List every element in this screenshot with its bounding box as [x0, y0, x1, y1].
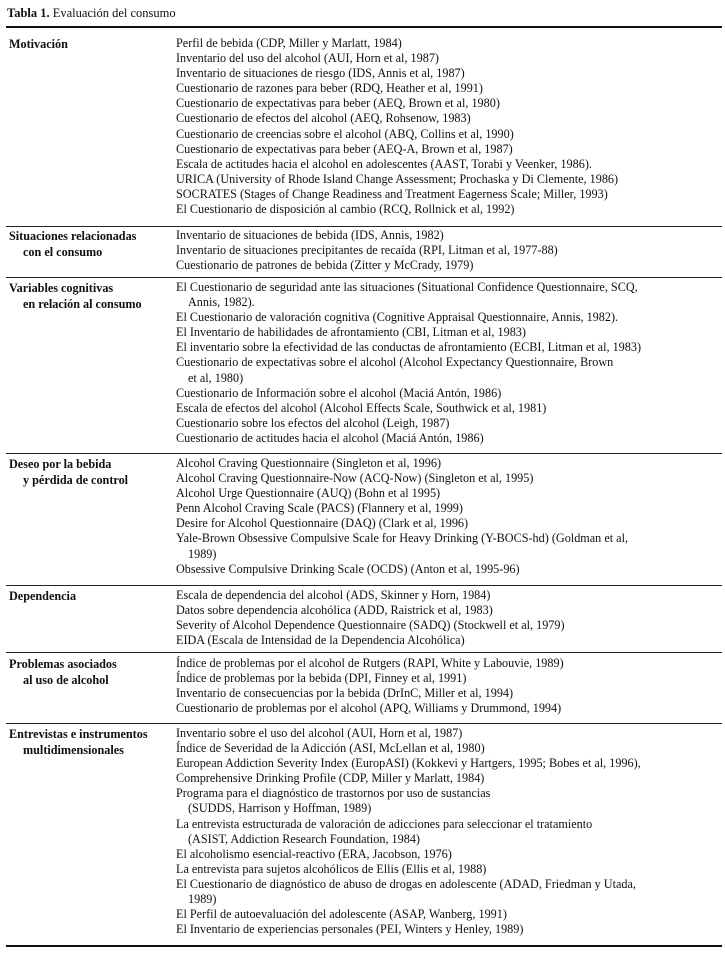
list-item-text: El Cuestionario de seguridad ante las situaciones (Situational Confidence Questionnaire, SCQ, — [176, 280, 638, 294]
list-item-text: El inventario sobre la efectividad de las conductas de afrontamiento (ECBI, Litman et al, 1983) — [176, 340, 641, 355]
section-divider — [6, 585, 722, 586]
list-item — [176, 471, 724, 486]
category-line: en relación al consumo — [23, 297, 142, 311]
list-item — [176, 280, 724, 310]
instrument-list — [176, 456, 724, 577]
category-line: al uso de alcohol — [23, 673, 109, 687]
list-item — [176, 36, 724, 51]
list-item-text: Cuestionario de creencias sobre el alcohol (ABQ, Collins et al, 1990) — [176, 126, 514, 141]
table-caption — [7, 6, 176, 21]
list-item — [176, 96, 724, 111]
instrument-list — [176, 36, 724, 217]
list-item — [176, 771, 724, 786]
list-item-text: Severity of Alcohol Dependence Questionnaire (SADQ) (Stockwell et al, 1979) — [176, 618, 565, 633]
list-item — [176, 726, 724, 741]
list-item-text: Inventario de situaciones de riesgo (IDS, Annis et al, 1987) — [176, 66, 465, 81]
list-item — [176, 157, 724, 172]
list-item-text: El Inventario de habilidades de afrontamiento (CBI, Litman et al, 1983) — [176, 325, 526, 340]
list-item-text: EIDA (Escala de Intensidad de la Dependencia Alcohólica) — [176, 633, 465, 648]
category-label — [9, 588, 174, 604]
category-label — [9, 280, 174, 312]
list-item-text: Desire for Alcohol Questionnaire (DAQ) (Clark et al, 1996) — [176, 516, 469, 531]
list-item-text: Cuestionario de razones para beber (RDQ, Heather et al, 1991) — [176, 81, 483, 96]
category-line: multidimensionales — [23, 743, 124, 757]
category-label — [9, 656, 174, 688]
list-item-continuation: 1989) — [188, 546, 217, 561]
list-item-continuation: (ASIST, Addiction Research Foundation, 1984) — [188, 831, 420, 846]
list-item — [176, 656, 724, 671]
list-item-text: SOCRATES (Stages of Change Readiness and Treatment Eagerness Scale; Miller, 1993) — [176, 186, 608, 201]
list-item-text: Cuestionario de problemas por el alcohol (APQ, Williams y Drummond, 1994) — [176, 701, 562, 716]
list-item-text: Cuestionario de Información sobre el alcohol (Maciá Antón, 1986) — [176, 385, 502, 400]
list-item-text: Índice de Severidad de la Adicción (ASI, McLellan et al, 1980) — [176, 741, 485, 756]
category-line: Problemas asociados — [9, 657, 117, 671]
list-item — [176, 81, 724, 96]
list-item — [176, 228, 724, 243]
list-item — [176, 671, 724, 686]
category-line: Variables cognitivas — [9, 281, 114, 295]
category-line: con el consumo — [23, 245, 103, 259]
list-item — [176, 686, 724, 701]
list-item-text: El Cuestionario de diagnóstico de abuso de drogas en adolescente (ADAD, Friedman y Utada, — [176, 876, 636, 891]
list-item-text: Índice de problemas por la bebida (DPI, Finney et al, 1991) — [176, 671, 467, 686]
list-item — [176, 618, 724, 633]
list-item — [176, 202, 724, 217]
category-line: Entrevistas e instrumentos — [9, 727, 148, 741]
instrument-list — [176, 588, 724, 648]
list-item-text: Programa para el diagnóstico de trastornos por uso de sustancias — [176, 786, 491, 801]
list-item-text: Alcohol Craving Questionnaire (Singleton et al, 1996) — [176, 456, 442, 470]
list-item-text: Escala de efectos del alcohol (Alcohol Effects Scale, Southwick et al, 1981) — [176, 400, 547, 415]
list-item-text: La entrevista para sujetos alcohólicos de Ellis (Ellis et al, 1988) — [176, 861, 487, 876]
list-item — [176, 340, 724, 355]
list-item-text: El Perfil de autoevaluación del adolescente (ASAP, Wanberg, 1991) — [176, 907, 507, 922]
list-item — [176, 907, 724, 922]
list-item — [176, 386, 724, 401]
list-item-text: Yale-Brown Obsessive Compulsive Scale for Heavy Drinking (Y-BOCS-hd) (Goldman et al, — [176, 531, 629, 546]
list-item-text: Cuestionario de expectativas para beber (AEQ, Brown et al, 1980) — [176, 96, 500, 111]
list-item — [176, 531, 724, 561]
category-line: Motivación — [9, 37, 68, 51]
list-item-continuation: et al, 1980) — [188, 370, 244, 385]
category-line: Situaciones relacionadas — [9, 229, 137, 243]
list-item — [176, 310, 724, 325]
table-caption-title: Evaluación del consumo — [52, 6, 176, 20]
list-item — [176, 603, 724, 618]
list-item-text: European Addiction Severity Index (EuropASI) (Kokkevi y Hartgers, 1995; Bobes et al, 1996), — [176, 756, 641, 771]
list-item-text: Escala de dependencia del alcohol (ADS, Skinner y Horn, 1984) — [176, 588, 491, 602]
list-item — [176, 501, 724, 516]
list-item — [176, 243, 724, 258]
list-item — [176, 416, 724, 431]
list-item — [176, 187, 724, 202]
list-item — [176, 862, 724, 877]
list-item-text: Alcohol Craving Questionnaire-Now (ACQ-Now) (Singleton et al, 1995) — [176, 471, 534, 486]
instrument-list — [176, 228, 724, 273]
list-item-text: Inventario sobre el uso del alcohol (AUI, Horn et al, 1987) — [176, 726, 463, 740]
list-item-text: Escala de actitudes hacia el alcohol en adolescentes (AAST, Torabi y Veenker, 1986). — [176, 156, 592, 171]
table-caption-label: Tabla 1. — [7, 6, 50, 20]
list-item — [176, 633, 724, 648]
list-item — [176, 355, 724, 385]
instrument-list — [176, 656, 724, 716]
list-item — [176, 111, 724, 126]
list-item — [176, 756, 724, 771]
list-item — [176, 588, 724, 603]
list-item-text: La entrevista estructurada de valoración de adicciones para seleccionar el tratamiento — [176, 816, 593, 831]
category-label — [9, 228, 174, 260]
list-item-text: Índice de problemas por el alcohol de Rutgers (RAPI, White y Labouvie, 1989) — [176, 656, 564, 670]
list-item-continuation: Annis, 1982). — [188, 295, 255, 310]
list-item-text: Datos sobre dependencia alcohólica (ADD, Raistrick et al, 1983) — [176, 603, 493, 618]
list-item — [176, 258, 724, 273]
list-item-text: Cuestionario de efectos del alcohol (AEQ, Rohsenow, 1983) — [176, 111, 471, 126]
section-divider — [6, 723, 722, 724]
list-item — [176, 922, 724, 937]
category-label — [9, 726, 174, 758]
top-rule — [6, 26, 722, 28]
list-item — [176, 516, 724, 531]
bottom-rule — [6, 945, 722, 947]
list-item — [176, 701, 724, 716]
category-line: Dependencia — [9, 589, 77, 603]
list-item — [176, 486, 724, 501]
list-item-text: Cuestionario sobre los efectos del alcohol (Leigh, 1987) — [176, 415, 450, 430]
instrument-list — [176, 726, 724, 937]
list-item-text: Inventario de consecuencias por la bebida (DrInC, Miller et al, 1994) — [176, 686, 514, 701]
category-label — [9, 456, 174, 488]
list-item-text: Comprehensive Drinking Profile (CDP, Miller y Marlatt, 1984) — [176, 771, 485, 786]
list-item-text: El Inventario de experiencias personales (PEI, Winters y Henley, 1989) — [176, 922, 524, 937]
category-line: y pérdida de control — [23, 473, 129, 487]
section-divider — [6, 277, 722, 278]
section-divider — [6, 453, 722, 454]
list-item-continuation: 1989) — [188, 892, 217, 907]
list-item-text: Obsessive Compulsive Drinking Scale (OCDS) (Anton et al, 1995-96) — [176, 561, 520, 576]
list-item-text: Perfil de bebida (CDP, Miller y Marlatt, 1984) — [176, 36, 402, 50]
list-item — [176, 741, 724, 756]
list-item-text: El Cuestionario de valoración cognitiva (Cognitive Appraisal Questionnaire, Annis, 1982). — [176, 310, 619, 325]
list-item — [176, 456, 724, 471]
list-item-text: Cuestionario de expectativas para beber (AEQ-A, Brown et al, 1987) — [176, 141, 513, 156]
list-item-text: URICA (University of Rhode Island Change Assessment; Prochaska y Di Clemente, 1986) — [176, 171, 619, 186]
instrument-list — [176, 280, 724, 446]
list-item — [176, 172, 724, 187]
category-label — [9, 36, 174, 52]
list-item — [176, 877, 724, 907]
list-item — [176, 127, 724, 142]
list-item-text: Alcohol Urge Questionnaire (AUQ) (Bohn et al 1995) — [176, 486, 441, 501]
list-item-continuation: (SUDDS, Harrison y Hoffman, 1989) — [188, 801, 372, 816]
list-item-text: Cuestionario de actitudes hacia el alcohol (Maciá Antón, 1986) — [176, 430, 484, 445]
list-item-text: Inventario de situaciones de bebida (IDS, Annis, 1982) — [176, 228, 444, 242]
list-item — [176, 66, 724, 81]
list-item — [176, 847, 724, 862]
list-item — [176, 786, 724, 816]
list-item-text: Penn Alcohol Craving Scale (PACS) (Flannery et al, 1999) — [176, 501, 463, 516]
list-item-text: Cuestionario de patrones de bebida (Zitter y McCrady, 1979) — [176, 258, 474, 273]
list-item — [176, 401, 724, 416]
list-item-text: Inventario de situaciones precipitantes de recaída (RPI, Litman et al, 1977-88) — [176, 243, 558, 258]
section-divider — [6, 652, 722, 653]
list-item-text: Cuestionario de expectativas sobre el alcohol (Alcohol Expectancy Questionnaire, Brown — [176, 355, 614, 370]
section-divider — [6, 226, 722, 227]
list-item — [176, 142, 724, 157]
list-item — [176, 431, 724, 446]
list-item — [176, 562, 724, 577]
category-line: Deseo por la bebida — [9, 457, 112, 471]
list-item-text: Inventario del uso del alcohol (AUI, Horn et al, 1987) — [176, 51, 439, 66]
list-item — [176, 325, 724, 340]
list-item — [176, 51, 724, 66]
list-item-text: El alcoholismo esencial-reactivo (ERA, Jacobson, 1976) — [176, 846, 452, 861]
list-item — [176, 817, 724, 847]
list-item-text: El Cuestionario de disposición al cambio (RCQ, Rollnick et al, 1992) — [176, 202, 515, 217]
